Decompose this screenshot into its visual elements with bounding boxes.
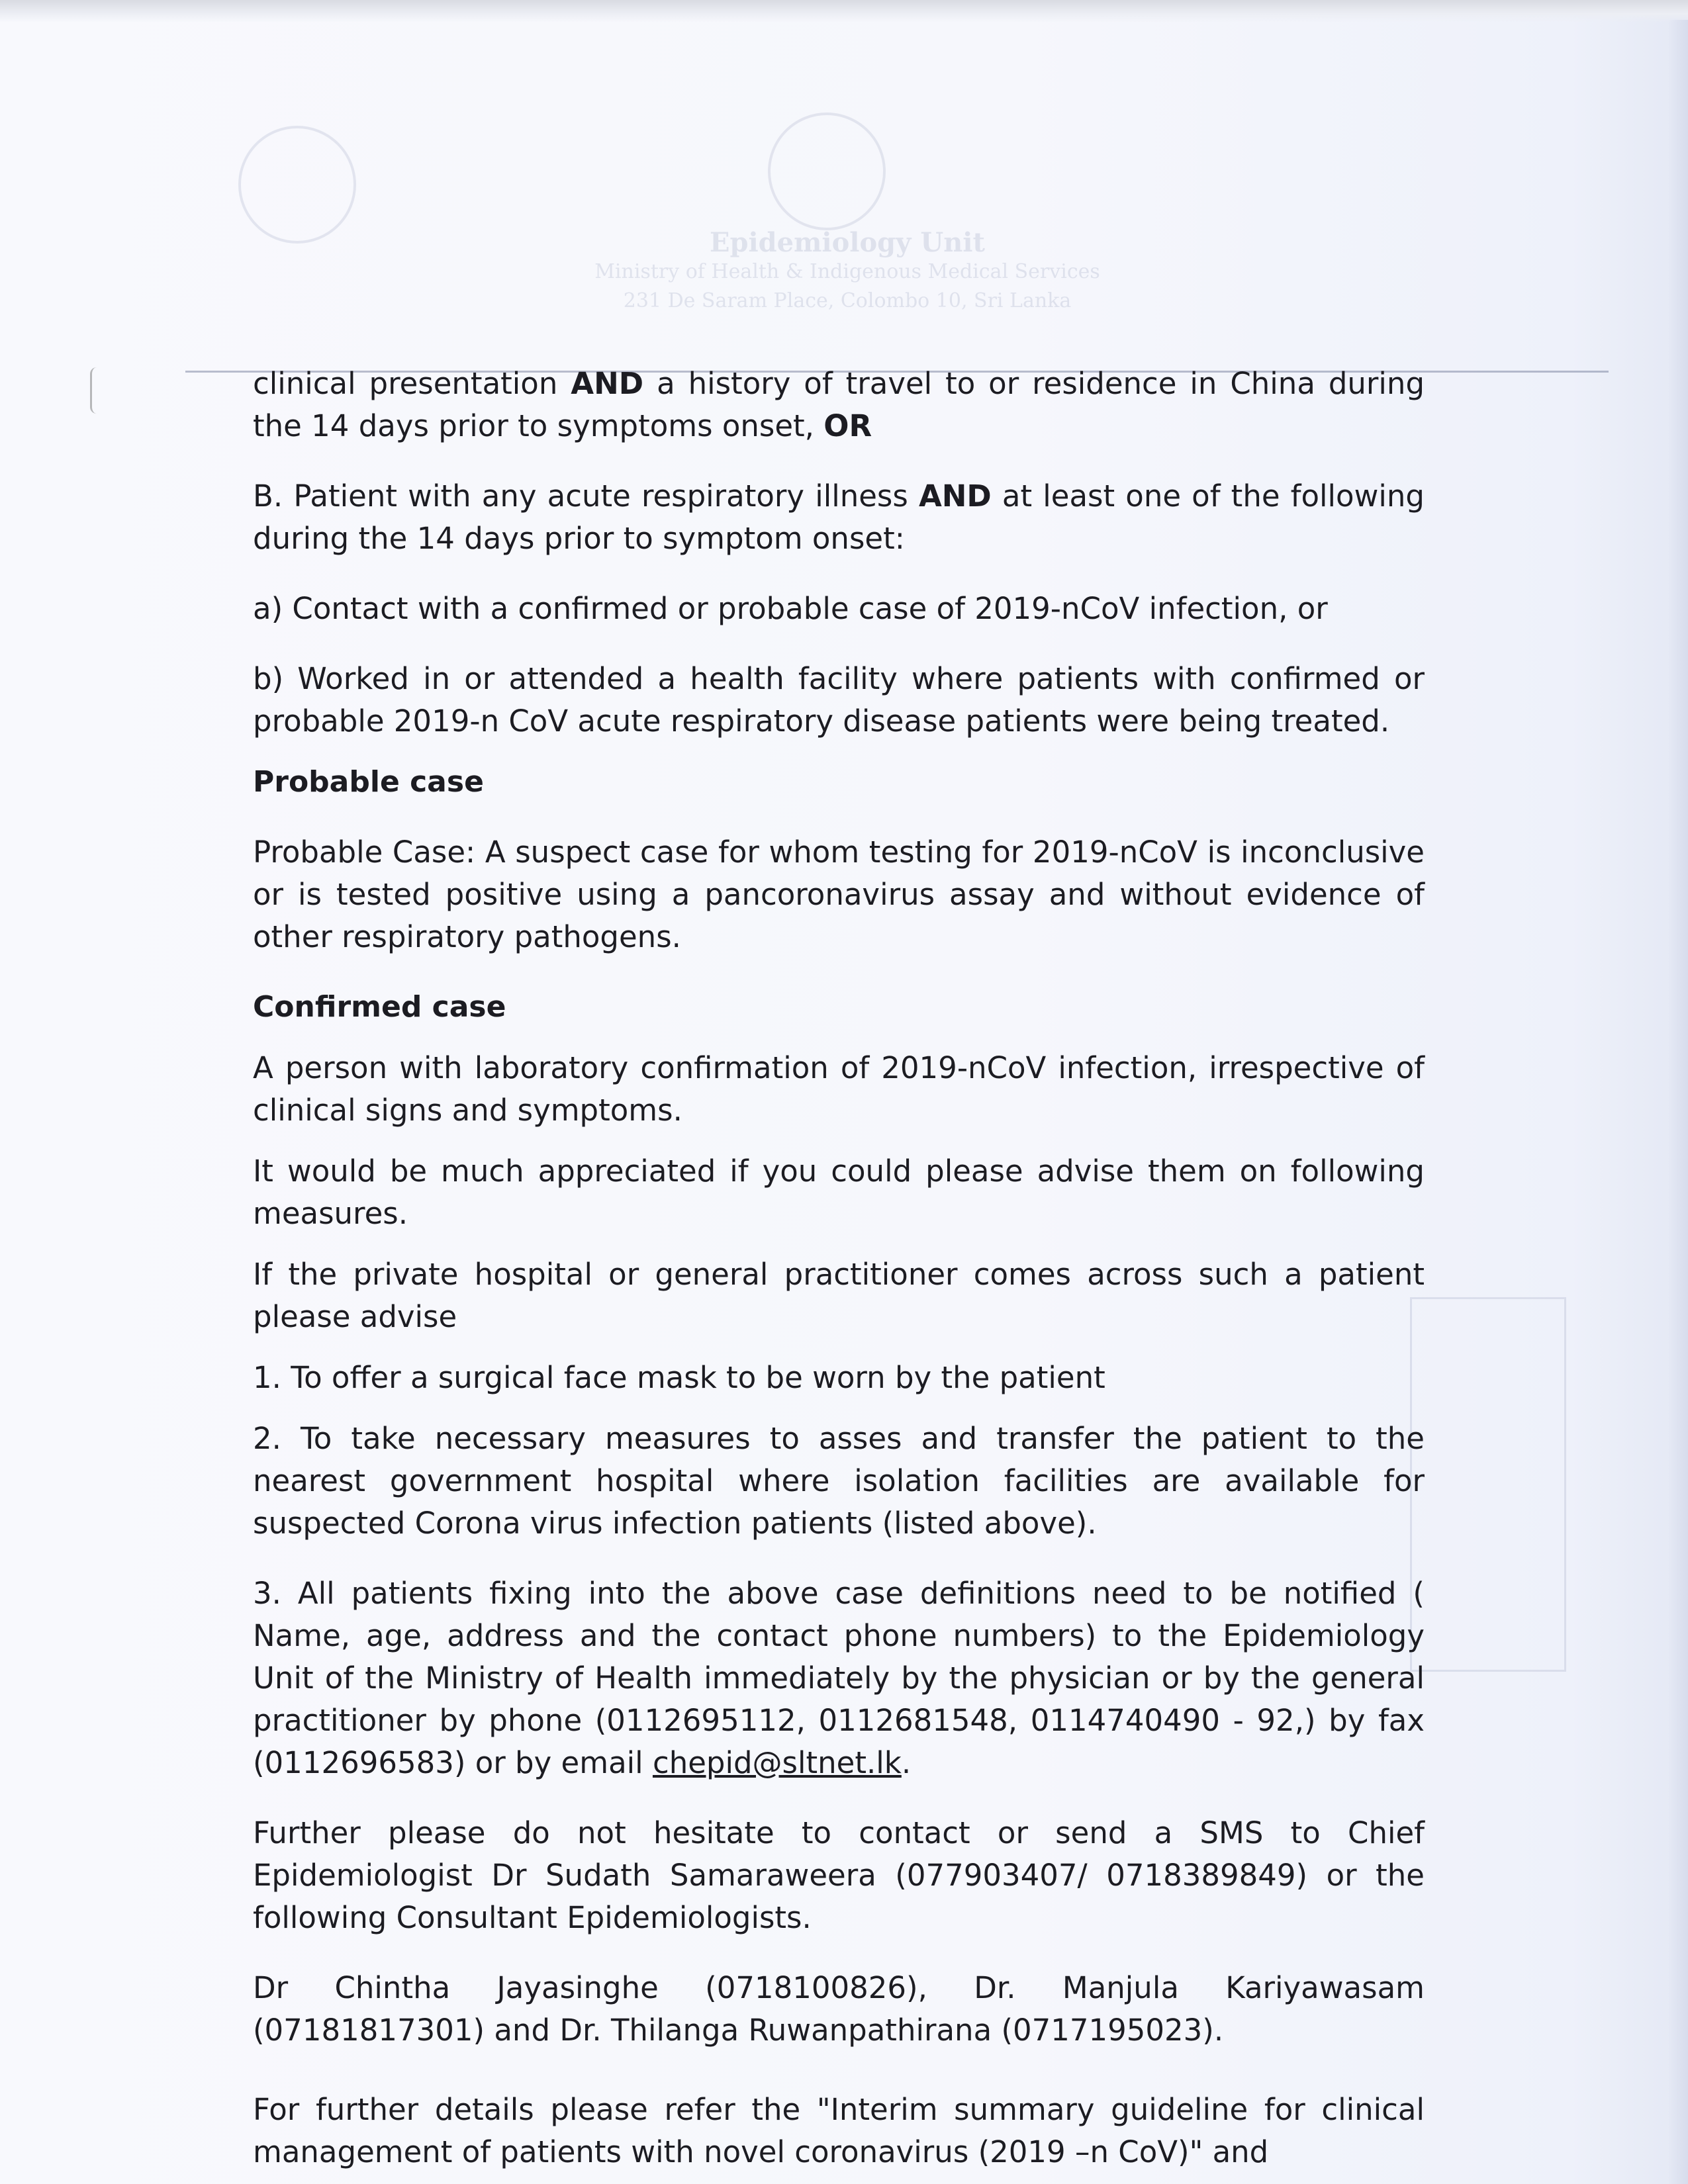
binder-hole-mark	[90, 367, 104, 414]
text: a history of travel to or residence in China during the 14 days prior to symptoms onset,	[253, 366, 1425, 443]
text: .	[901, 1745, 912, 1780]
paragraph-advise-measures: It would be much appreciated if you could please advise them on following measures.	[253, 1154, 1425, 1231]
scan-right-edge	[1668, 20, 1688, 2184]
text: 3. All patients fixing into the above case definitions need to be notified ( Name, age, address and the contact phone numbers) to the Epidemiology Unit of the Ministry of Health immediately by the physician or by the general practitioner by phone (0112695112, 0112681548, 0114740490 - 92,) by fax (0112696583) or by email	[253, 1576, 1425, 1780]
paragraph-criterion-b	[253, 475, 1425, 560]
paragraph-contact-chief-epidemiologist: Further please do not hesitate to contact or send a SMS to Chief Epidemiologist Dr Sudath Samaraweera (077903407/ 0718389849) or the following Consultant Epidemiologists.	[253, 1815, 1425, 1935]
show-through-table	[1410, 1297, 1566, 1672]
bold-and: AND	[918, 478, 992, 514]
text: B. Patient with any acute respiratory illness	[253, 478, 919, 514]
show-through-ministry: Ministry of Health & Indigenous Medical Services	[594, 260, 1100, 283]
heading-confirmed-case: Confirmed case	[253, 990, 506, 1024]
paragraph-consultant-epidemiologists: Dr Chintha Jayasinghe (0718100826), Dr. Manjula Kariyawasam (07181817301) and Dr. Thilanga Ruwanpathirana (0717195023).	[253, 1970, 1425, 2048]
show-through-logo-left	[238, 126, 356, 244]
paragraph-clinical-presentation	[253, 363, 1425, 447]
text: at least one of the following during the 14 days prior to symptom onset:	[253, 478, 1425, 556]
list-item-face-mask: 1. To offer a surgical face mask to be worn by the patient	[253, 1360, 1105, 1395]
bold-and: AND	[571, 366, 644, 401]
paragraph-further-details: For further details please refer the "Interim summary guideline for clinical management of patients with novel coronavirus (2019 –n CoV)" and	[253, 2092, 1425, 2169]
show-through-address: 231 De Saram Place, Colombo 10, Sri Lanka	[623, 289, 1072, 312]
heading-probable-case: Probable case	[253, 765, 484, 799]
paragraph-criterion-b-a: a) Contact with a confirmed or probable case of 2019-nCoV infection, or	[253, 591, 1328, 626]
scan-top-edge	[0, 0, 1688, 23]
show-through-letterhead	[318, 228, 1377, 316]
paragraph-probable-case: Probable Case: A suspect case for whom testing for 2019-nCoV is inconclusive or is tested positive using a pancoronavirus assay and without evidence of other respiratory pathogens.	[253, 835, 1425, 954]
text: clinical presentation	[253, 366, 571, 401]
show-through-unit: Epidemiology Unit	[710, 227, 985, 258]
letter-body	[253, 363, 1425, 2173]
email-link[interactable]: chepid@sltnet.lk	[652, 1745, 902, 1780]
paragraph-if-private-hospital: If the private hospital or general practitioner comes across such a patient please advise	[253, 1257, 1425, 1334]
list-item-notify	[253, 1572, 1425, 1784]
show-through-logo-center	[768, 113, 886, 230]
paragraph-criterion-b-b: b) Worked in or attended a health facility where patients with confirmed or probable 2019-n CoV acute respiratory disease patients were being treated.	[253, 661, 1425, 739]
paragraph-confirmed-case: A person with laboratory confirmation of 2019-nCoV infection, irrespective of clinical signs and symptoms.	[253, 1050, 1425, 1128]
bold-or: OR	[823, 408, 872, 443]
list-item-transfer-patient: 2. To take necessary measures to asses and transfer the patient to the nearest government hospital where isolation facilities are available for suspected Corona virus infection patients (listed above).	[253, 1421, 1425, 1541]
